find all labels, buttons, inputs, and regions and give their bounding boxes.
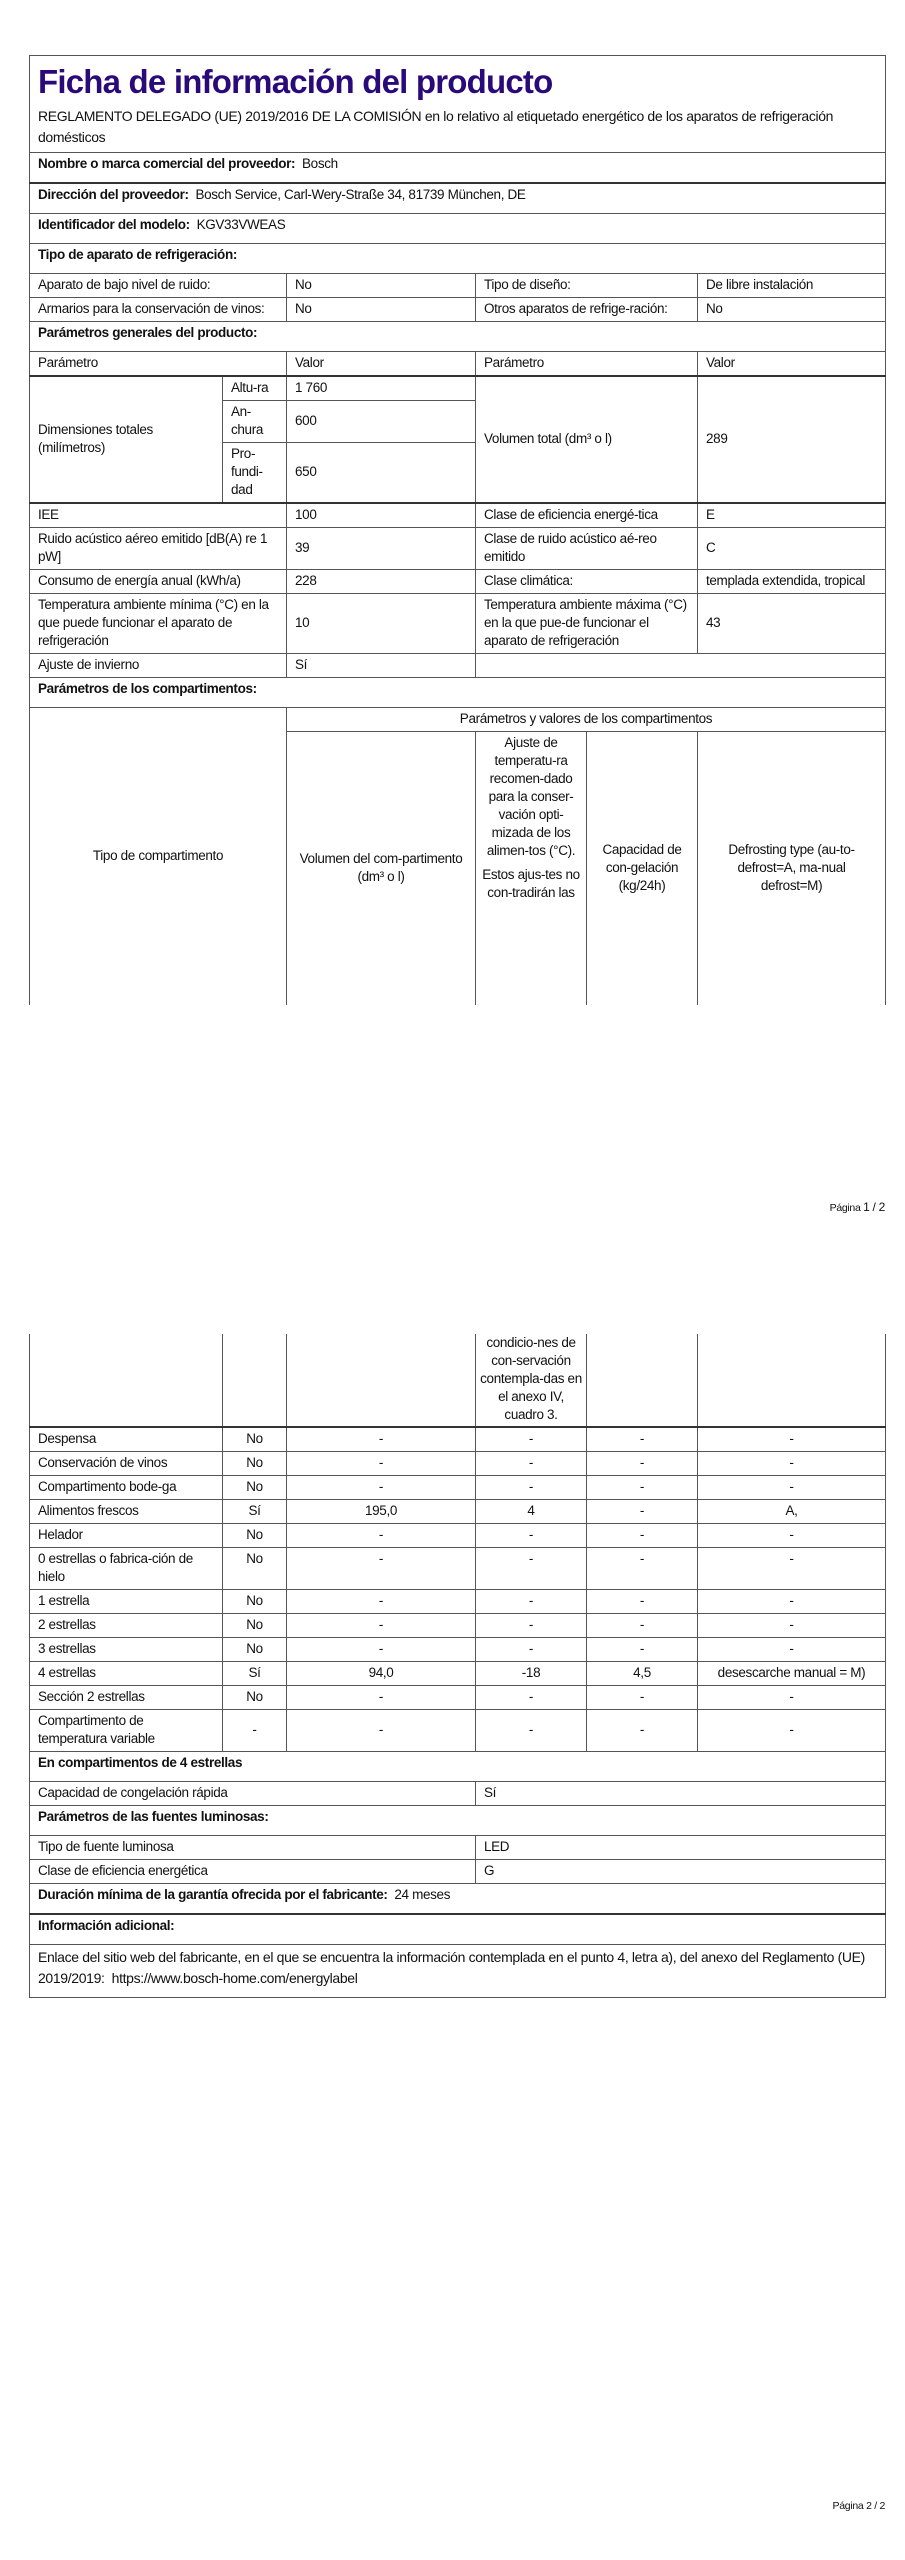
compartment-freezing-capacity: - (587, 1476, 698, 1500)
page-number-value: 1 / 2 (863, 1200, 885, 1214)
compartment-volume: 195,0 (287, 1500, 476, 1524)
compartment-freezing-capacity: - (587, 1638, 698, 1662)
col-header-defrosting-type: Defrosting type (au-to-defrost=A, ma-nual defrost=M) (698, 732, 886, 1006)
col-header-param-2: Parámetro (476, 352, 698, 377)
additional-info-text: Enlace del sitio web del fabricante, en el que se encuentra la información contemplada en el punto 4, letra a), del anexo del Reglamento (UE) 2019/2019: (38, 1949, 865, 1986)
noise-label: Ruido acústico aéreo emitido [dB(A) re 1 pW] (30, 528, 287, 570)
col-header-temperature-part1: Ajuste de temperatu-ra recomen-dado para la conser-vación opti-mizada de los alimen-tos (°C). (486, 735, 576, 858)
energy-class-label: Clase de eficiencia energé-tica (476, 503, 698, 528)
compartment-rows (30, 1427, 886, 1752)
supplier-name-value: Bosch (302, 156, 338, 171)
supplier-address-row (30, 183, 886, 214)
col-header-value-2: Valor (698, 352, 886, 377)
compartment-row (30, 1476, 886, 1500)
continuation-cell (30, 1334, 223, 1427)
compartment-row (30, 1710, 886, 1752)
compartment-present: No (223, 1524, 287, 1548)
wine-cabinet-value: No (287, 298, 476, 322)
compartment-present: No (223, 1590, 287, 1614)
col-header-freezing-capacity: Capacidad de con-gelación (kg/24h) (587, 732, 698, 1006)
four-star-heading: En compartimentos de 4 estrellas (30, 1752, 886, 1782)
compartment-name: Alimentos frescos (30, 1500, 223, 1524)
compartment-defrost-type: - (698, 1548, 886, 1590)
compartment-freezing-capacity: - (587, 1590, 698, 1614)
consumption-label: Consumo de energía anual (kWh/a) (30, 570, 287, 594)
warranty-row (30, 1884, 886, 1915)
col-header-volume: Volumen del com-partimento (dm³ o l) (287, 732, 476, 1006)
compartment-name: Compartimento de temperatura variable (30, 1710, 223, 1752)
warranty-label: Duración mínima de la garantía ofrecida por el fabricante: (38, 1887, 388, 1902)
compartment-temperature: - (476, 1638, 587, 1662)
compartment-row (30, 1686, 886, 1710)
compartment-row (30, 1590, 886, 1614)
supplier-address-value: Bosch Service, Carl-Wery-Straße 34, 81739 München, DE (195, 187, 526, 202)
compartment-defrost-type: - (698, 1686, 886, 1710)
compartments-heading: Parámetros de los compartimentos: (30, 678, 886, 708)
compartment-name: Conservación de vinos (30, 1452, 223, 1476)
continuation-cell (698, 1334, 886, 1427)
compartment-freezing-capacity: - (587, 1686, 698, 1710)
page-label: Página (832, 2500, 864, 2512)
compartment-defrost-type: - (698, 1452, 886, 1476)
fast-freeze-label: Capacidad de congelación rápida (30, 1782, 476, 1806)
compartment-present: No (223, 1638, 287, 1662)
depth-value: 650 (287, 443, 476, 504)
total-volume-label: Volumen total (dm³ o l) (476, 376, 698, 503)
col-header-temperature-continued: condicio-nes de con-servación contempla-das en el anexo IV, cuadro 3. (476, 1334, 587, 1427)
max-temp-label: Temperatura ambiente máxima (°C) en la que pue-de funcionar el aparato de refrigeración (476, 594, 698, 654)
compartment-present: No (223, 1476, 287, 1500)
compartment-name: Despensa (30, 1427, 223, 1452)
design-type-value: De libre instalación (698, 274, 886, 298)
col-group-header: Parámetros y valores de los compartimentos (287, 708, 886, 732)
light-type-value: LED (476, 1836, 886, 1860)
compartment-volume: - (287, 1524, 476, 1548)
height-value: 1 760 (287, 376, 476, 401)
compartment-name: 4 estrellas (30, 1662, 223, 1686)
page-number-1 (830, 1200, 885, 1214)
model-row (30, 214, 886, 244)
page-label: Página (829, 1202, 861, 1214)
compartment-freezing-capacity: - (587, 1710, 698, 1752)
col-header-temperature-part2: Estos ajus-tes no con-tradirán las (482, 867, 580, 900)
compartment-temperature: - (476, 1452, 587, 1476)
compartment-row (30, 1662, 886, 1686)
compartment-temperature: -18 (476, 1662, 587, 1686)
general-params-heading: Parámetros generales del producto: (30, 322, 886, 352)
col-header-compartment-type: Tipo de compartimento (30, 708, 287, 1006)
compartment-volume: - (287, 1686, 476, 1710)
product-sheet-page2 (29, 1334, 886, 1998)
compartment-present: Sí (223, 1662, 287, 1686)
additional-info-heading: Información adicional: (30, 1914, 886, 1945)
compartment-present: Sí (223, 1500, 287, 1524)
eei-value: 100 (287, 503, 476, 528)
compartment-defrost-type: - (698, 1710, 886, 1752)
noise-class-label: Clase de ruido acústico aé-reo emitido (476, 528, 698, 570)
empty-cell (476, 654, 886, 678)
model-label: Identificador del modelo: (38, 217, 190, 232)
compartment-name: 2 estrellas (30, 1614, 223, 1638)
winter-setting-value: Sí (287, 654, 476, 678)
compartment-present: - (223, 1710, 287, 1752)
compartment-temperature: - (476, 1524, 587, 1548)
compartment-row (30, 1427, 886, 1452)
compartment-name: 3 estrellas (30, 1638, 223, 1662)
winter-setting-label: Ajuste de invierno (30, 654, 287, 678)
compartment-present: No (223, 1686, 287, 1710)
width-value: 600 (287, 401, 476, 443)
noise-class-value: C (698, 528, 886, 570)
compartment-name: Helador (30, 1524, 223, 1548)
energy-class-value: E (698, 503, 886, 528)
depth-label: Pro-fundi-dad (223, 443, 287, 504)
compartment-present: No (223, 1614, 287, 1638)
additional-info-row (30, 1945, 886, 1998)
compartment-temperature: - (476, 1686, 587, 1710)
other-appliance-label: Otros aparatos de refrige-ración: (476, 298, 698, 322)
compartment-name: Sección 2 estrellas (30, 1686, 223, 1710)
low-noise-value: No (287, 274, 476, 298)
fast-freeze-value: Sí (476, 1782, 886, 1806)
light-source-heading: Parámetros de las fuentes luminosas: (30, 1806, 886, 1836)
col-header-param: Parámetro (30, 352, 287, 377)
supplier-name-row (30, 153, 886, 184)
compartment-present: No (223, 1427, 287, 1452)
compartment-freezing-capacity: - (587, 1548, 698, 1590)
supplier-address-label: Dirección del proveedor: (38, 187, 189, 202)
compartment-temperature: - (476, 1427, 587, 1452)
compartment-volume: - (287, 1614, 476, 1638)
compartment-row (30, 1452, 886, 1476)
compartment-volume: - (287, 1427, 476, 1452)
min-temp-label: Temperatura ambiente mínima (°C) en la que puede funcionar el aparato de refrigeración (30, 594, 287, 654)
col-header-value: Valor (287, 352, 476, 377)
dimensions-label: Dimensiones totales (milímetros) (30, 376, 223, 503)
climate-class-value: templada extendida, tropical (698, 570, 886, 594)
light-type-label: Tipo de fuente luminosa (30, 1836, 476, 1860)
compartment-temperature: - (476, 1614, 587, 1638)
wine-cabinet-label: Armarios para la conservación de vinos: (30, 298, 287, 322)
total-volume-value: 289 (698, 376, 886, 503)
col-header-temperature (476, 732, 587, 1006)
compartment-volume: - (287, 1452, 476, 1476)
compartment-freezing-capacity: - (587, 1614, 698, 1638)
compartment-temperature: 4 (476, 1500, 587, 1524)
compartment-freezing-capacity: - (587, 1452, 698, 1476)
model-value: KGV33VWEAS (196, 217, 286, 232)
product-sheet-page1 (29, 55, 886, 1005)
compartment-temperature: - (476, 1710, 587, 1752)
design-type-label: Tipo de diseño: (476, 274, 698, 298)
compartment-row (30, 1524, 886, 1548)
page-number-2 (833, 2500, 885, 2512)
compartment-volume: 94,0 (287, 1662, 476, 1686)
compartment-defrost-type: - (698, 1638, 886, 1662)
compartment-name: Compartimento bode-ga (30, 1476, 223, 1500)
width-label: An-chura (223, 401, 287, 443)
compartment-row (30, 1614, 886, 1638)
light-class-value: G (476, 1860, 886, 1884)
compartment-defrost-type: - (698, 1427, 886, 1452)
compartment-defrost-type: - (698, 1590, 886, 1614)
noise-value: 39 (287, 528, 476, 570)
compartment-defrost-type: desescarche manual = M) (698, 1662, 886, 1686)
compartment-row (30, 1638, 886, 1662)
compartment-freezing-capacity: 4,5 (587, 1662, 698, 1686)
page-number-value: 2 / 2 (866, 2500, 885, 2512)
compartment-volume: - (287, 1590, 476, 1614)
compartment-volume: - (287, 1548, 476, 1590)
compartment-freezing-capacity: - (587, 1500, 698, 1524)
warranty-value: 24 meses (394, 1887, 451, 1902)
header-cell (30, 56, 886, 153)
compartment-temperature: - (476, 1548, 587, 1590)
compartment-volume: - (287, 1476, 476, 1500)
compartment-freezing-capacity: - (587, 1524, 698, 1548)
compartment-volume: - (287, 1710, 476, 1752)
compartment-temperature: - (476, 1476, 587, 1500)
compartment-volume: - (287, 1638, 476, 1662)
appliance-type-heading: Tipo de aparato de refrigeración: (30, 244, 886, 274)
supplier-name-label: Nombre o marca comercial del proveedor: (38, 156, 296, 171)
climate-class-label: Clase climática: (476, 570, 698, 594)
compartment-row (30, 1500, 886, 1524)
compartment-defrost-type: - (698, 1614, 886, 1638)
energy-label-link[interactable]: https://www.bosch-home.com/energylabel (111, 1970, 358, 1986)
continuation-cell (223, 1334, 287, 1427)
other-appliance-value: No (698, 298, 886, 322)
eei-label: IEE (30, 503, 287, 528)
compartment-present: No (223, 1548, 287, 1590)
compartment-freezing-capacity: - (587, 1427, 698, 1452)
compartment-defrost-type: - (698, 1476, 886, 1500)
max-temp-value: 43 (698, 594, 886, 654)
compartment-name: 0 estrellas o fabrica-ción de hielo (30, 1548, 223, 1590)
consumption-value: 228 (287, 570, 476, 594)
low-noise-label: Aparato de bajo nivel de ruido: (30, 274, 287, 298)
page-title: Ficha de información del producto (38, 63, 553, 100)
min-temp-value: 10 (287, 594, 476, 654)
continuation-cell (587, 1334, 698, 1427)
height-label: Altu-ra (223, 376, 287, 401)
compartment-name: 1 estrella (30, 1590, 223, 1614)
continuation-cell (287, 1334, 476, 1427)
compartment-present: No (223, 1452, 287, 1476)
regulation-text: REGLAMENTO DELEGADO (UE) 2019/2016 DE LA COMISIÓN en lo relativo al etiquetado energético de los aparatos de refrigeración domésticos (38, 108, 834, 145)
compartment-defrost-type: - (698, 1524, 886, 1548)
compartment-defrost-type: A, (698, 1500, 886, 1524)
compartment-temperature: - (476, 1590, 587, 1614)
light-class-label: Clase de eficiencia energética (30, 1860, 476, 1884)
compartment-row (30, 1548, 886, 1590)
